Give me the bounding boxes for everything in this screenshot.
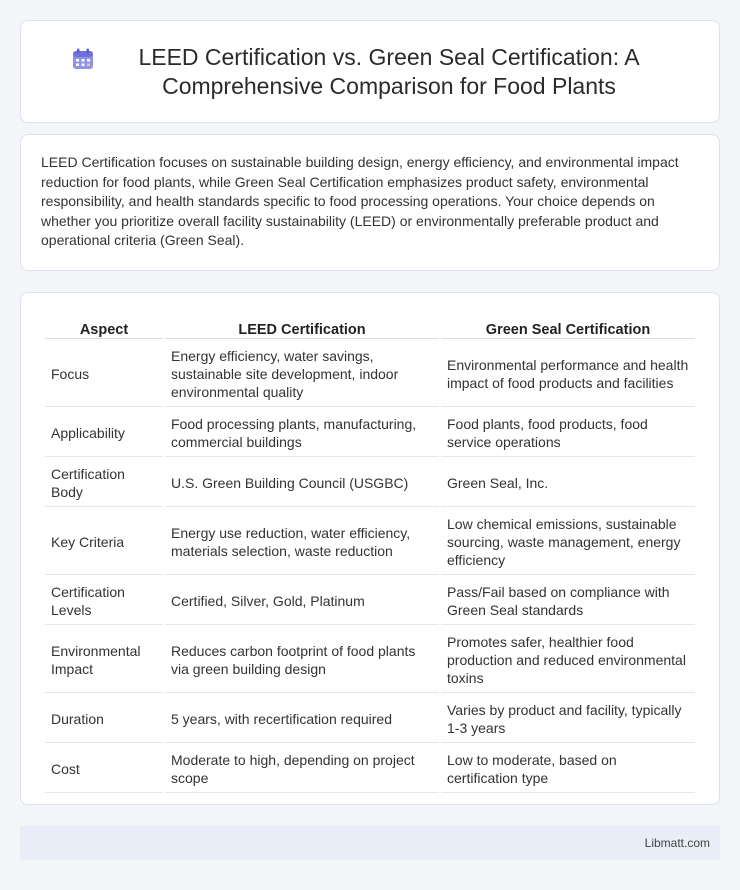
row-green-seal-value: Food plants, food products, food service operations (441, 409, 695, 457)
row-green-seal-value: Pass/Fail based on compliance with Green Seal standards (441, 577, 695, 625)
column-header-aspect: Aspect (45, 315, 163, 339)
row-leed-value: Moderate to high, depending on project scope (165, 745, 439, 793)
column-header-green-seal: Green Seal Certification (441, 315, 695, 339)
row-aspect: Certification Levels (45, 577, 163, 625)
table-row (45, 459, 695, 507)
intro-paragraph: LEED Certification focuses on sustainable building design, energy efficiency, and environmental impact reduction for food plants, while Green Seal Certification emphasizes product safety, environmental responsibility, and health standards specific to food processing operations. Your choice depends on whether you prioritize overall facility sustainability (LEED) or environmentally preferable product and operational criteria (Green Seal). (41, 154, 679, 248)
title-wrap (41, 43, 699, 101)
row-leed-value: Certified, Silver, Gold, Platinum (165, 577, 439, 625)
row-green-seal-value: Environmental performance and health impact of food products and facilities (441, 341, 695, 407)
footer (20, 826, 720, 860)
footer-brand-link[interactable]: Libmatt.com (644, 836, 710, 850)
intro-card (20, 134, 720, 271)
row-green-seal-value: Varies by product and facility, typically 1-3 years (441, 695, 695, 743)
table-row (45, 695, 695, 743)
column-header-leed: LEED Certification (165, 315, 439, 339)
table-row (45, 341, 695, 407)
page-title: LEED Certification vs. Green Seal Certification: A Comprehensive Comparison for Food Plants (138, 43, 640, 99)
row-aspect: Duration (45, 695, 163, 743)
row-aspect: Environmental Impact (45, 627, 163, 693)
table-row (45, 577, 695, 625)
table-header-row (45, 315, 695, 339)
table-row (45, 745, 695, 793)
row-green-seal-value: Promotes safer, healthier food production and reduced environmental toxins (441, 627, 695, 693)
title-card (20, 20, 720, 123)
row-leed-value: 5 years, with recertification required (165, 695, 439, 743)
row-leed-value: Food processing plants, manufacturing, commercial buildings (165, 409, 439, 457)
row-leed-value: Energy efficiency, water savings, sustainable site development, indoor environmental quality (165, 341, 439, 407)
row-green-seal-value: Green Seal, Inc. (441, 459, 695, 507)
row-aspect: Cost (45, 745, 163, 793)
calendar-icon (71, 47, 95, 71)
row-leed-value: Reduces carbon footprint of food plants via green building design (165, 627, 439, 693)
row-leed-value: Energy use reduction, water efficiency, materials selection, waste reduction (165, 509, 439, 575)
comparison-table-card (20, 292, 720, 805)
row-leed-value: U.S. Green Building Council (USGBC) (165, 459, 439, 507)
row-aspect: Certification Body (45, 459, 163, 507)
table-row (45, 409, 695, 457)
row-aspect: Applicability (45, 409, 163, 457)
row-aspect: Key Criteria (45, 509, 163, 575)
table-row (45, 509, 695, 575)
table-row (45, 627, 695, 693)
row-green-seal-value: Low chemical emissions, sustainable sourcing, waste management, energy efficiency (441, 509, 695, 575)
row-aspect: Focus (45, 341, 163, 407)
comparison-table (43, 313, 697, 795)
row-green-seal-value: Low to moderate, based on certification type (441, 745, 695, 793)
